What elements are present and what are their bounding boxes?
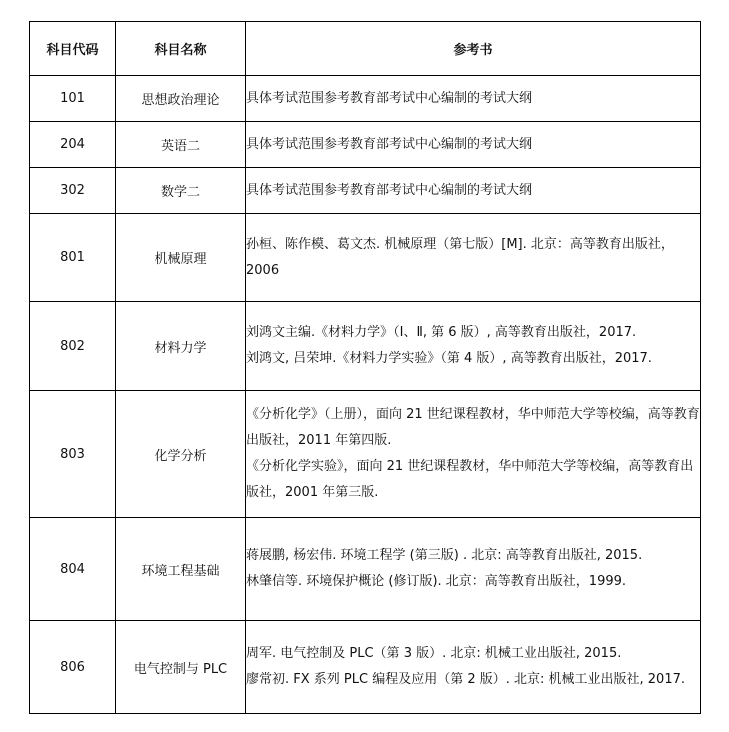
subject-name: 数学二 xyxy=(116,168,246,214)
reference-books-table xyxy=(29,21,701,714)
reference-books xyxy=(246,76,701,122)
subject-code: 804 xyxy=(30,518,116,621)
reference-book: 廖常初. FX 系列 PLC 编程及应用（第 2 版）. 北京: 机械工业出版社, 2017. xyxy=(246,672,685,687)
reference-books xyxy=(246,168,701,214)
subject-name: 电气控制与 PLC xyxy=(116,621,246,714)
reference-books xyxy=(246,518,701,621)
table-row xyxy=(30,518,701,621)
header-subject-name: 科目名称 xyxy=(116,22,246,76)
subject-name: 思想政治理论 xyxy=(116,76,246,122)
subject-code: 802 xyxy=(30,302,116,391)
table-row xyxy=(30,168,701,214)
subject-code: 204 xyxy=(30,122,116,168)
reference-book: 蒋展鹏, 杨宏伟. 环境工程学 (第三版) . 北京: 高等教育出版社, 2015. xyxy=(246,548,643,563)
table-row xyxy=(30,391,701,518)
table-row xyxy=(30,76,701,122)
table-row xyxy=(30,302,701,391)
table-header-row xyxy=(30,22,701,76)
subject-name: 化学分析 xyxy=(116,391,246,518)
reference-books xyxy=(246,391,701,518)
reference-books xyxy=(246,302,701,391)
subject-code: 803 xyxy=(30,391,116,518)
reference-book: 具体考试范围参考教育部考试中心编制的考试大纲 xyxy=(246,90,533,106)
reference-books xyxy=(246,621,701,714)
subject-name: 机械原理 xyxy=(116,214,246,302)
subject-code: 101 xyxy=(30,76,116,122)
header-subject-code: 科目代码 xyxy=(30,22,116,76)
table-row xyxy=(30,621,701,714)
subject-name: 英语二 xyxy=(116,122,246,168)
reference-book: 具体考试范围参考教育部考试中心编制的考试大纲 xyxy=(246,136,533,152)
reference-book: 《分析化学》（上册），面向 21 世纪课程教材，华中师范大学等校编，高等教育出版社，2011 年第四版. xyxy=(246,407,700,448)
subject-name: 材料力学 xyxy=(116,302,246,391)
subject-code: 801 xyxy=(30,214,116,302)
reference-book: 刘鸿文主编.《材料力学》（Ⅰ、Ⅱ, 第 6 版）, 高等教育出版社，2017. xyxy=(246,325,637,340)
header-reference-books: 参考书 xyxy=(246,22,701,76)
reference-books xyxy=(246,214,701,302)
reference-book: 具体考试范围参考教育部考试中心编制的考试大纲 xyxy=(246,182,533,198)
table-row xyxy=(30,122,701,168)
table-row xyxy=(30,214,701,302)
reference-book: 林肇信等. 环境保护概论 (修订版). 北京：高等教育出版社，1999. xyxy=(246,574,627,589)
subject-code: 302 xyxy=(30,168,116,214)
reference-book: 周军. 电气控制及 PLC（第 3 版）. 北京: 机械工业出版社, 2015. xyxy=(246,646,622,661)
subject-name: 环境工程基础 xyxy=(116,518,246,621)
reference-book: 刘鸿文, 吕荣坤.《材料力学实验》（第 4 版）, 高等教育出版社，2017. xyxy=(246,351,652,366)
reference-book: 孙桓、陈作模、葛文杰. 机械原理（第七版）[M]. 北京：高等教育出版社，2006 xyxy=(246,236,674,278)
reference-books xyxy=(246,122,701,168)
reference-book: 《分析化学实验》，面向 21 世纪课程教材，华中师范大学等校编，高等教育出版社，2001 年第三版. xyxy=(246,459,694,500)
subject-code: 806 xyxy=(30,621,116,714)
